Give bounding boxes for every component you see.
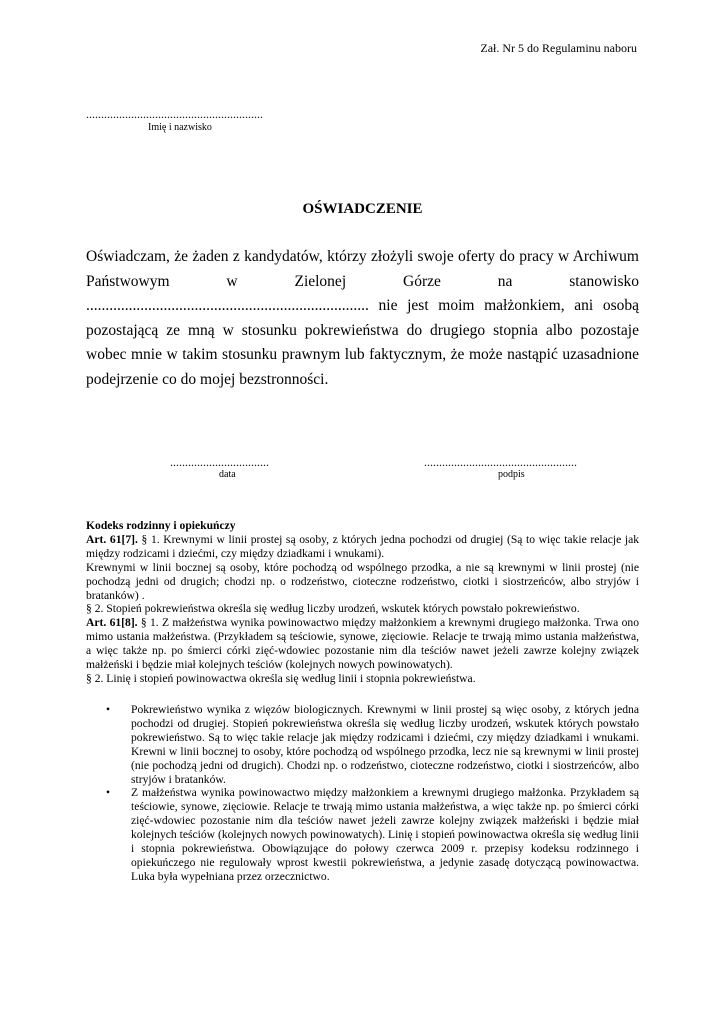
date-fill-line: ................................. (170, 455, 269, 469)
name-fill-line: ........................................................... (86, 107, 263, 121)
list-item (86, 703, 639, 786)
list-item-text: Z małżeństwa wynika powinowactwo między małżonkiem a krewnymi drugiego małżonka. Przykładem są teściowie, synowe, zięciowie. Relacje te trwają mimo ustania małżeństwa, a więc także np. po śmierci córki zięć-wdowiec pozostanie nim dla teściów nawet jeżeli zawrze kolejny związek małżeński i będzie miał kolejnych teściów (kolejnych nowych powinowatych). Linię i stopień powinowactwa określa się według linii i stopnia pokrewieństwa. Obowiązujące do połowy czerwca 2009 r. przepisy kodeksu rodzinnego i opiekuńczego nie regulowały wprost kwestii pokrewieństwa, a jedynie zasadę dotyczącą powinowactwa. Luka była wypełniana przez orzecznictwo. (131, 786, 639, 883)
art-61-7-paragraph-1 (86, 533, 639, 561)
name-field-label: Imię i nazwisko (148, 122, 212, 133)
art-61-7-paragraph-2: Krewnymi w linii bocznej są osoby, które pochodzą od wspólnego przodka, a nie są krewnymi w linii prostej (nie pochodzą jedni od drugich; chodzi np. o rodzeństwo, cioteczne rodzeństwo, ciotki i siostrzeńców, albo stryjów i bratanków) . (86, 560, 639, 602)
list-item (86, 786, 639, 883)
bullet-icon: • (106, 703, 111, 716)
list-item-text: Pokrewieństwo wynika z więzów biologicznych. Krewnymi w linii prostej są więc osoby, z których jedna pochodzi od drugiej. Stopień pokrewieństwa określa się według liczby urodzeń, wskutek których powstało pokrewieństwo. Są to więc takie relacje jak między rodzicami i dziećmi, czy między dziadkami i wnukami. Krewni w linii bocznej to osoby, które pochodzą od wspólnego przodka, lecz nie są krewnymi w linii prostej (nie pochodzą jedni od drugich). Chodzi np. o rodzeństwo, cioteczne rodzeństwo, ciotki i siostrzeńców, albo stryjów i bratanków. (131, 703, 639, 786)
signature-label: podpis (498, 469, 525, 480)
attachment-note: Zał. Nr 5 do Regulaminu naboru (480, 41, 637, 55)
art-61-8-paragraph-1 (86, 616, 639, 672)
law-heading: Kodeks rodzinny i opiekuńczy (86, 519, 236, 532)
signature-fill-line: ................................................... (424, 455, 577, 469)
art-61-8-text-1: § 1. Z małżeństwa wynika powinowactwo między małżonkiem a krewnymi drugiego małżonka. Trwa ono mimo ustania małżeństwa. (Przykładem są teściowie, synowe, zięciowie. Relacje te trwają mimo ustania małżeństwa, a więc także np. po śmierci córki zięć-wdowiec pozostanie nim dla teściów nawet jeżeli zawrze kolejny związek małżeński i będzie miał kolejnych teściów (kolejnych nowych powinowatych). (86, 616, 640, 672)
legal-excerpt (86, 519, 639, 686)
art-61-7-paragraph-3: § 2. Stopień pokrewieństwa określa się według liczby urodzeń, wskutek których powstało pokrewieństwo. (86, 602, 580, 616)
explanation-list (86, 703, 639, 884)
statement-body (86, 245, 639, 392)
statement-text: Oświadczam, że żaden z kandydatów, którzy złożyli swoje oferty do pracy w Archiwum Państwowym w Zielonej Górze na stanowisko ......................................................................... nie jest moim małżonkiem, ani osobą pozostającą ze mną w stosunku pokrewieństwa do drugiego stopnia albo pozostaje wobec mnie w takim stosunku prawnym lub faktycznym, że może nastąpić uzasadnione podejrzenie co do mojej bezstronności. (86, 248, 639, 388)
art-61-7-ref: Art. 61[7]. (86, 532, 138, 546)
art-61-8-ref: Art. 61[8]. (86, 616, 138, 630)
date-label: data (219, 469, 236, 480)
document-title: OŚWIADCZENIE (302, 201, 423, 217)
art-61-7-text-1: § 1. Krewnymi w linii prostej są osoby, z których jedna pochodzi od drugiej (Są to więc takie relacje jak między rodzicami i dziećmi, czy między dziadkami i wnukami). (86, 532, 640, 560)
art-61-8-paragraph-2: § 2. Linię i stopień powinowactwa określa się według linii i stopnia pokrewieństwa. (86, 671, 476, 685)
bullet-icon: • (106, 786, 111, 800)
